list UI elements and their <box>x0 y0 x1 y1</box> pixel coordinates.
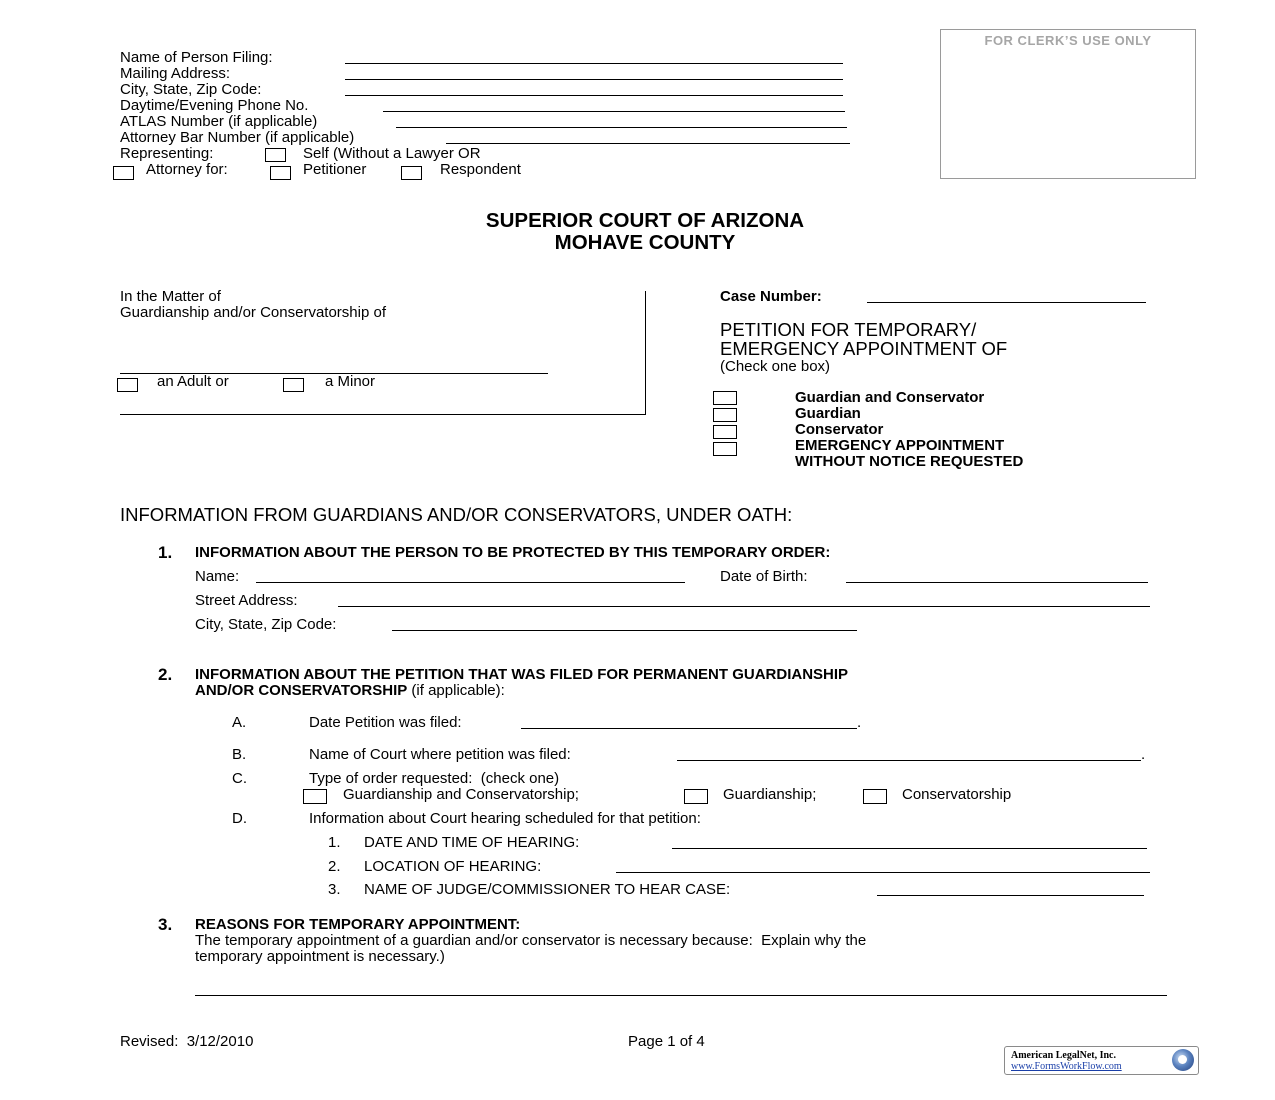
hearing-item-1-number: 1. <box>328 834 341 851</box>
street-address-label: Street Address: <box>195 592 298 609</box>
guardian-and-conservator-label: Guardian and Conservator <box>795 389 985 406</box>
section-1-title: INFORMATION ABOUT THE PERSON TO BE PROTECTED BY THIS TEMPORARY ORDER: <box>195 544 831 561</box>
emergency-appointment-label: EMERGENCY APPOINTMENT <box>795 437 1005 454</box>
court-name-field[interactable] <box>677 760 1141 761</box>
city-state-zip-field[interactable] <box>345 95 843 96</box>
self-label: Self (Without a Lawyer OR <box>303 145 481 162</box>
case-number-field[interactable] <box>867 302 1146 303</box>
court-hearing-info-label: Information about Court hearing scheduled for that petition: <box>309 810 701 827</box>
phone-label: Daytime/Evening Phone No. <box>120 97 309 114</box>
section-1-number: 1. <box>158 543 173 562</box>
attorney-bar-number-field[interactable] <box>446 143 850 144</box>
page-number: Page 1 of 4 <box>628 1033 705 1050</box>
guardianship-conservatorship-label: Guardianship and/or Conservatorship of <box>120 304 386 321</box>
self-checkbox[interactable] <box>265 148 286 162</box>
court-name-label: Name of Court where petition was filed: <box>309 746 571 763</box>
petitioner-checkbox[interactable] <box>270 166 291 180</box>
section-3-text-line2: temporary appointment is necessary.) <box>195 948 445 965</box>
order-conservatorship-label: Conservatorship <box>902 786 1012 803</box>
city-state-zip-label: City, State, Zip Code: <box>120 81 262 98</box>
order-guardianship-label: Guardianship; <box>723 786 817 803</box>
petition-title-line2: EMERGENCY APPOINTMENT OF <box>720 338 1008 359</box>
petitioner-label: Petitioner <box>303 161 367 178</box>
date-of-birth-field[interactable] <box>846 582 1148 583</box>
in-the-matter-label: In the Matter of <box>120 288 221 305</box>
person-name-field[interactable] <box>256 582 685 583</box>
atlas-number-label: ATLAS Number (if applicable) <box>120 113 318 130</box>
logo-company-name: American LegalNet, Inc. <box>1011 1050 1116 1061</box>
phone-field[interactable] <box>383 111 845 112</box>
minor-label: a Minor <box>325 373 376 390</box>
respondent-label: Respondent <box>440 161 521 178</box>
revised-date: Revised: 3/12/2010 <box>120 1033 254 1050</box>
person-city-state-zip-field[interactable] <box>392 630 857 631</box>
logo-url-link[interactable]: www.FormsWorkFlow.com <box>1011 1061 1122 1072</box>
hearing-item-3-number: 3. <box>328 881 341 898</box>
attorney-for-label: Attorney for: <box>146 161 228 178</box>
case-number-label: Case Number: <box>720 288 822 305</box>
hearing-item-2-number: 2. <box>328 858 341 875</box>
guardian-label: Guardian <box>795 405 861 422</box>
name-of-person-filing-field[interactable] <box>345 63 843 64</box>
county-title: MOHAVE COUNTY <box>554 231 736 254</box>
check-one-box-note: (Check one box) <box>720 358 831 375</box>
street-address-field[interactable] <box>338 606 1150 607</box>
main-heading: INFORMATION FROM GUARDIANS AND/OR CONSERVATORS, UNDER OATH: <box>120 504 793 525</box>
mailing-address-label: Mailing Address: <box>120 65 231 82</box>
adult-label: an Adult or <box>157 373 229 390</box>
location-of-hearing-label: LOCATION OF HEARING: <box>364 858 542 875</box>
without-notice-label: WITHOUT NOTICE REQUESTED <box>795 453 1024 470</box>
attorney-for-checkbox[interactable] <box>113 166 134 180</box>
reasons-field[interactable] <box>195 995 1167 996</box>
section-3-text-line1: The temporary appointment of a guardian and/or conservator is necessary because: Explain why the <box>195 932 867 949</box>
person-name-label: Name: <box>195 568 240 585</box>
atlas-number-field[interactable] <box>396 127 847 128</box>
section-2-title-line2 <box>195 683 505 699</box>
item-a-letter: A. <box>232 714 247 731</box>
name-of-person-filing-label: Name of Person Filing: <box>120 49 273 66</box>
adult-checkbox[interactable] <box>117 378 138 392</box>
item-d-letter: D. <box>232 810 247 827</box>
mailing-address-field[interactable] <box>345 79 843 80</box>
petition-title-line1: PETITION FOR TEMPORARY/ <box>720 319 977 340</box>
section-3-number: 3. <box>158 915 173 934</box>
clerk-use-label: FOR CLERK’S USE ONLY <box>984 33 1152 48</box>
conservator-label: Conservator <box>795 421 884 438</box>
guardian-checkbox[interactable] <box>713 408 737 422</box>
item-b-letter: B. <box>232 746 247 763</box>
section-2-number: 2. <box>158 665 173 684</box>
representing-label: Representing: <box>120 145 214 162</box>
section-2-title-rest: (if applicable): <box>407 682 505 699</box>
clerk-use-box <box>940 29 1196 179</box>
guardian-and-conservator-checkbox[interactable] <box>713 391 737 405</box>
item-c-letter: C. <box>232 770 247 787</box>
date-of-birth-label: Date of Birth: <box>720 568 808 585</box>
section-3-title: REASONS FOR TEMPORARY APPOINTMENT: <box>195 916 521 933</box>
attorney-bar-number-label: Attorney Bar Number (if applicable) <box>120 129 355 146</box>
order-conservatorship-checkbox[interactable] <box>863 789 887 804</box>
caption-vertical-divider <box>645 291 646 415</box>
order-guardianship-checkbox[interactable] <box>684 789 708 804</box>
date-time-of-hearing-label: DATE AND TIME OF HEARING: <box>364 834 580 851</box>
order-guardianship-and-conservatorship-checkbox[interactable] <box>303 789 327 804</box>
date-time-of-hearing-field[interactable] <box>672 848 1147 849</box>
type-of-order-label: Type of order requested: (check one) <box>309 770 560 787</box>
caption-divider <box>120 414 646 415</box>
date-petition-filed-field[interactable] <box>521 728 857 729</box>
item-a-period: . <box>857 714 862 731</box>
globe-icon <box>1172 1049 1194 1071</box>
location-of-hearing-field[interactable] <box>616 872 1150 873</box>
date-petition-filed-label: Date Petition was filed: <box>309 714 462 731</box>
conservator-checkbox[interactable] <box>713 425 737 439</box>
court-title: SUPERIOR COURT OF ARIZONA <box>485 209 805 232</box>
respondent-checkbox[interactable] <box>401 166 422 180</box>
section-2-title-bold: AND/OR CONSERVATORSHIP <box>195 682 408 699</box>
emergency-appointment-checkbox[interactable] <box>713 442 737 456</box>
person-city-state-zip-label: City, State, Zip Code: <box>195 616 337 633</box>
american-legalnet-logo <box>1004 1046 1199 1075</box>
judge-commissioner-label: NAME OF JUDGE/COMMISSIONER TO HEAR CASE: <box>364 881 731 898</box>
order-guardianship-and-conservatorship-label: Guardianship and Conservatorship; <box>343 786 579 803</box>
judge-commissioner-field[interactable] <box>877 895 1144 896</box>
item-b-period: . <box>1141 746 1146 763</box>
minor-checkbox[interactable] <box>283 378 304 392</box>
section-2-title-line1: INFORMATION ABOUT THE PETITION THAT WAS FILED FOR PERMANENT GUARDIANSHIP <box>195 666 849 683</box>
